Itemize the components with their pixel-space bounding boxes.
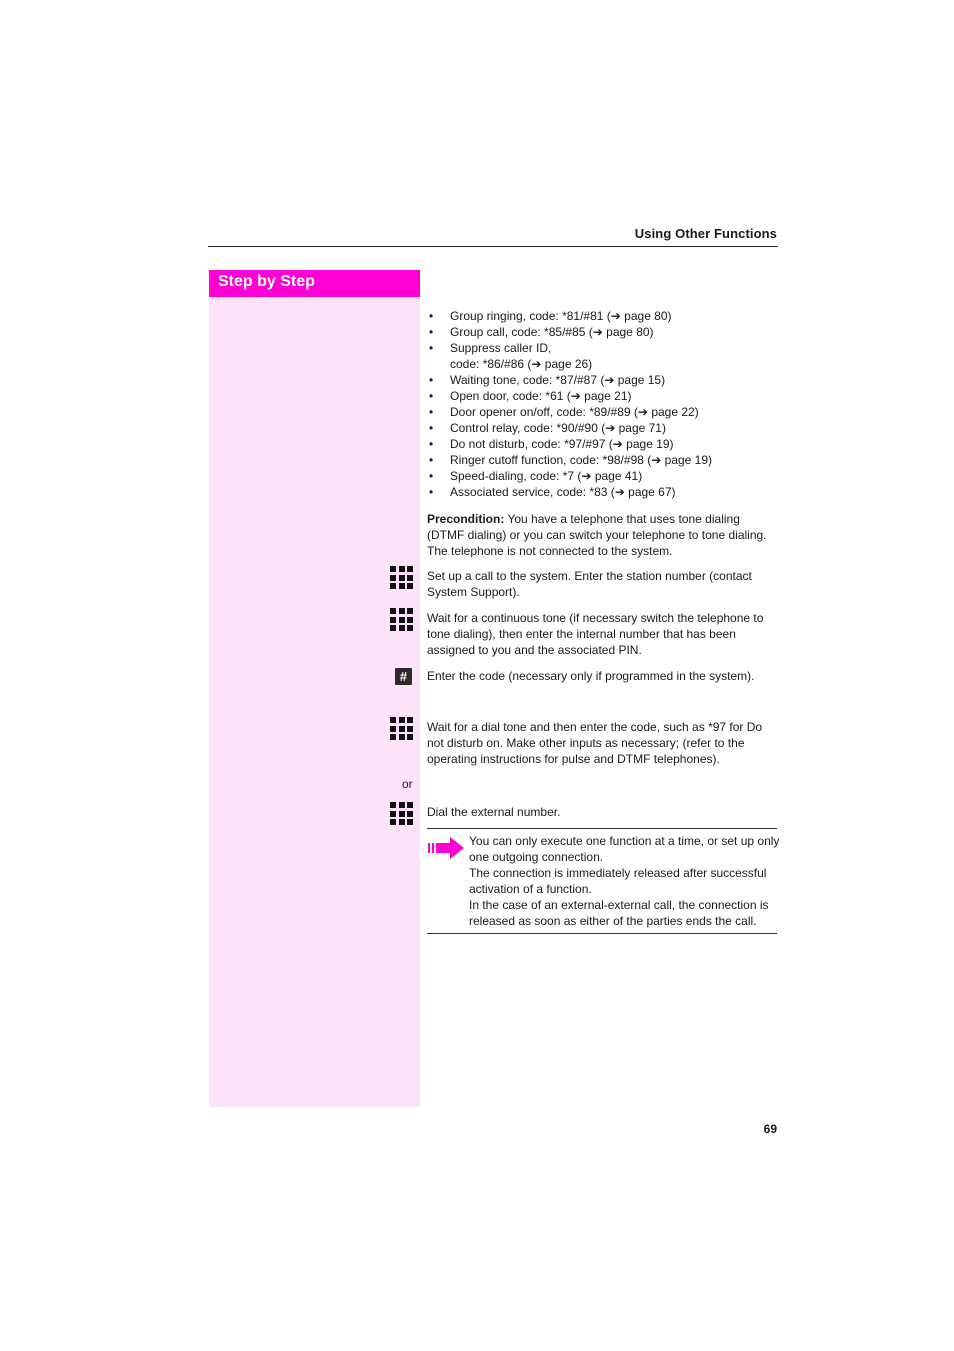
step-setup-call: Set up a call to the system. Enter the station number (contact System Support).: [427, 569, 752, 599]
list-item: [427, 340, 787, 372]
page-number: 69: [763, 1122, 777, 1136]
note-text: [469, 833, 781, 929]
arrow-right-icon: ➔: [605, 421, 616, 435]
page-reference[interactable]: page 21): [580, 389, 632, 403]
page-reference[interactable]: page 26): [541, 357, 593, 371]
note-rule-top: [427, 828, 777, 829]
list-item-text: Ringer cutoff function, code: *98/#98 (: [450, 453, 652, 467]
function-code-list: [427, 308, 787, 500]
page-reference[interactable]: page 80): [620, 309, 672, 323]
list-item-text: Suppress caller ID,: [450, 341, 552, 355]
running-header: Using Other Functions: [634, 226, 777, 241]
list-item: [427, 372, 787, 388]
list-item-text: code: *86/#86 (: [450, 357, 532, 371]
list-item-text: Do not disturb, code: *97/#97 (: [450, 437, 613, 451]
keypad-icon: [390, 566, 413, 589]
note-line: In the case of an external-external call, the connection is released as soon as either of the parties ends the call.: [469, 898, 769, 928]
page-reference[interactable]: page 41): [591, 469, 643, 483]
page-reference[interactable]: page 22): [647, 405, 699, 419]
list-item-text: Speed-dialing, code: *7 (: [450, 469, 582, 483]
keypad-icon: [390, 608, 413, 631]
list-item-text: Open door, code: *61 (: [450, 389, 571, 403]
note-rule-bottom: [427, 933, 777, 934]
page-reference[interactable]: page 67): [624, 485, 676, 499]
list-item: [427, 436, 787, 452]
list-item-text: Waiting tone, code: *87/#87 (: [450, 373, 605, 387]
arrow-right-icon: ➔: [614, 485, 625, 499]
sidebar-title: Step by Step: [218, 273, 315, 290]
step-dial-external: Dial the external number.: [427, 805, 561, 819]
list-item: [427, 308, 787, 324]
page-reference[interactable]: page 80): [602, 325, 654, 339]
arrow-right-icon: ➔: [570, 389, 581, 403]
hash-key-icon: #: [395, 668, 412, 685]
arrow-right-icon: ➔: [531, 357, 542, 371]
keypad-icon: [390, 802, 413, 825]
arrow-right-icon: ➔: [592, 325, 603, 339]
arrow-right-icon: ➔: [581, 469, 592, 483]
list-item: [427, 420, 787, 436]
arrow-right-icon: ➔: [610, 309, 621, 323]
list-item: [427, 404, 787, 420]
list-item: [427, 484, 787, 500]
keypad-icon: [390, 717, 413, 740]
note-line: You can only execute one function at a time, or set up only one outgoing connection.: [469, 834, 780, 864]
arrow-right-icon: ➔: [612, 437, 623, 451]
arrow-right-icon: ➔: [604, 373, 615, 387]
list-item: [427, 468, 787, 484]
precondition-label: Precondition:: [427, 512, 505, 526]
precondition-text: You have a telephone that uses tone dialing (DTMF dialing) or you can switch your telephone to tone dialing. The telephone is not connected to the system.: [427, 512, 767, 558]
list-item-text: Group ringing, code: *81/#81 (: [450, 309, 611, 323]
note-arrow-icon: [426, 836, 466, 860]
or-label: or: [402, 777, 413, 791]
list-item: [427, 388, 787, 404]
page-reference[interactable]: page 19): [622, 437, 674, 451]
note-line: The connection is immediately released after successful activation of a function.: [469, 866, 767, 896]
step-by-step-sidebar: [209, 270, 420, 1107]
page-reference[interactable]: page 71): [615, 421, 666, 435]
arrow-right-icon: ➔: [637, 405, 648, 419]
step-enter-code: Enter the code (necessary only if programmed in the system).: [427, 669, 755, 683]
step-wait-dial-tone: Wait for a dial tone and then enter the code, such as *97 for Do not disturb on. Make other inputs as necessary; (refer to the operating instructions for pulse and DTMF telephones).: [427, 720, 763, 766]
list-item-text: Control relay, code: *90/#90 (: [450, 421, 606, 435]
header-rule: [208, 246, 778, 247]
arrow-right-icon: ➔: [651, 453, 662, 467]
list-item-text: Associated service, code: *83 (: [450, 485, 615, 499]
list-item-text: Door opener on/off, code: *89/#89 (: [450, 405, 638, 419]
precondition-paragraph: [427, 511, 779, 559]
list-item-text: Group call, code: *85/#85 (: [450, 325, 593, 339]
page-reference[interactable]: page 15): [614, 373, 666, 387]
list-item: [427, 324, 787, 340]
page-reference[interactable]: page 19): [661, 453, 713, 467]
list-item: [427, 452, 787, 468]
step-wait-continuous-tone: Wait for a continuous tone (if necessary switch the telephone to tone dialing), then enter the internal number that has been assigned to you and the associated PIN.: [427, 611, 764, 657]
